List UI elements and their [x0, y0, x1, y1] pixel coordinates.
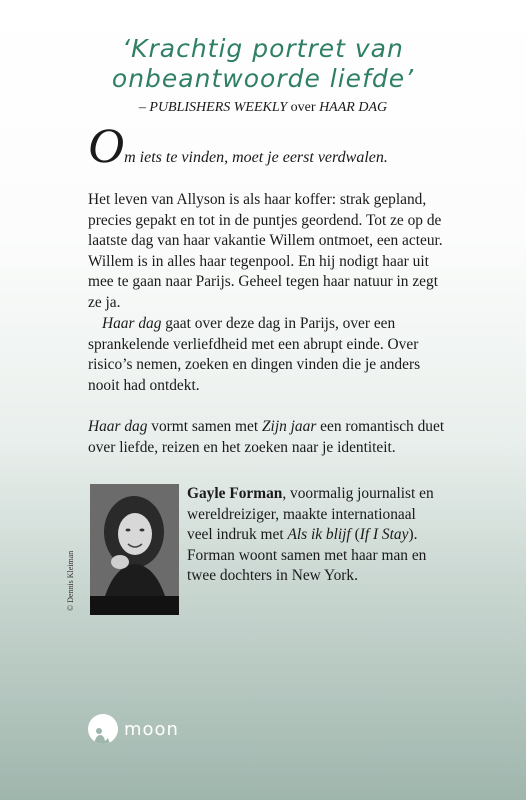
moon-logo-icon [88, 714, 118, 744]
author-bio: Gayle Forman, voormalig journalist en wereldreiziger, maakte internationaal veel indruk met Als ik blijf (If I Stay). Forman woont samen met haar man en twee dochters in New York. [187, 485, 434, 584]
attribution-source: – PUBLISHERS WEEKLY [138, 100, 288, 115]
lead-text: m iets te vinden, moet je eerst verdwalen. [124, 149, 388, 166]
blurb-text-1: Het leven van Allyson is als haar koffer: strak gepland, precies gepakt en tot in de puntjes geordend. Tot ze op de laatste dag van haar vakantie Willem ontmoet, een acteur. Willem is in alles haar tegenpool. En hij nodigt haar uit mee te gaan naar Parijs. Geheel tegen haar natuur in zegt ze ja. [88, 191, 443, 311]
bio-book-nl: Als ik blijf [287, 526, 351, 543]
blurb-paragraph-3: Haar dag vormt samen met Zijn jaar een romantisch duet over liefde, reizen en het zoeken naar je identiteit. [88, 418, 445, 456]
cover-quote [60, 34, 466, 94]
blurb-paragraph-2 [88, 314, 444, 396]
book-title: Haar dag [102, 315, 162, 332]
attribution-over: over [290, 100, 316, 115]
quote-line-2: onbeantwoorde liefde’ [111, 64, 415, 93]
author-name: Gayle Forman [187, 485, 283, 502]
lead-sentence [88, 117, 468, 173]
author-photo [90, 484, 179, 615]
blurb-paragraph-1 [88, 190, 444, 313]
companion-book-title: Zijn jaar [262, 418, 317, 435]
publisher-logo [88, 711, 179, 747]
quote-line-1: ‘Krachtig portret van [122, 34, 404, 63]
drop-cap: O [88, 117, 125, 173]
photo-credit: © Dennis Kleiman [66, 550, 75, 611]
bio-book-en: If I Stay [359, 526, 409, 543]
quote-attribution [60, 100, 466, 116]
publisher-name: moon [124, 718, 179, 740]
attribution-title: HAAR DAG [319, 100, 388, 115]
blurb-text-2: gaat over deze dag in Parijs, over een sprankelende verliefdheid met een abrupt einde. Over risico’s nemen, zoeken en dingen vinden die je anders nooit had ontdekt. [88, 315, 421, 394]
book-title: Haar dag [88, 418, 148, 435]
